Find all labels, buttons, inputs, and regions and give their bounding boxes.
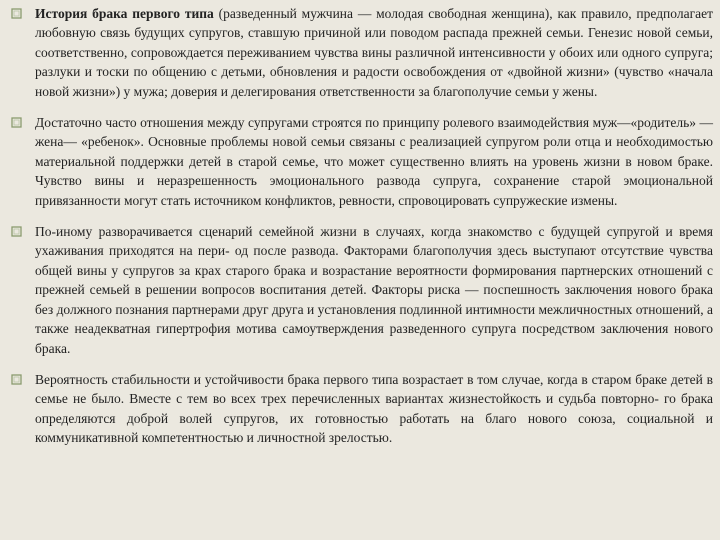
- item-text: Достаточно часто отношения между супругами строятся по принципу ролевого взаимодействия муж—«родитель» — жена— «ребенок». Основные проблемы новой семьи связаны с реализацией супругом роли отца и необходимостью материальной поддержки детей в старой семье, что может существенно влиять на уровень жизни в новом браке. Чувство вины и неразрешенность эмоционального развода супруга, сохранение старой эмоциональной привязанности могут стать источником конфликтов, ревности, спровоцировать супружеские измены.: [35, 115, 713, 208]
- list-item: [8, 370, 713, 448]
- item-lead: История брака первого типа: [35, 6, 214, 21]
- bullet-list: [8, 4, 713, 460]
- list-item: [8, 4, 713, 101]
- list-item: [8, 113, 713, 210]
- item-text: (разведенный мужчина — молодая свободная женщина), как правило, предполагает любовную связь будущих супругов, ставшую причиной или поводом распада прежней семьи. Генезис новой семьи, соответственно, сопровождается переживанием чувства вины различной интенсивности у обоих или одного супруга; разлуки и тоски по общению с детьми, обновления и радости освобождения от «двойной жизни» (чувство «начала новой жизни») у мужа; доверия и делегирования ответственности за благополучие семьи у жены.: [35, 6, 714, 99]
- hollow-square-icon: [11, 117, 22, 128]
- item-text: По-иному разворачивается сценарий семейной жизни в случаях, когда знакомство с будущей супругой и время ухаживания приходятся на пери- од после развода. Факторами благополучия здесь выступают отсутствие чувства общей вины у супругов за крах старого брака и возрастание вероятности формирования партнерских отношений с прежней семьей в решении вопросов воспитания детей. Факторы риска — поспешность заключения нового брака без должного познания партнерами друг друга и установления подлинной интимности межличностных отношений, а также неадекватная гипертрофия мотива самоутверждения разведенного супруга посредством заключения нового брака.: [35, 224, 713, 356]
- list-item: [8, 222, 713, 358]
- hollow-square-icon: [11, 8, 22, 19]
- hollow-square-icon: [11, 374, 22, 385]
- hollow-square-icon: [11, 226, 22, 237]
- item-text: Вероятность стабильности и устойчивости брака первого типа возрастает в том случае, когда в старом браке детей в семье не было. Вместе с тем во всех трех перечисленных вариантах жизнестойкость и судьба повторно- го брака определяются доброй волей супругов, их готовностью работать на благо нового союза, социальной и коммуникативной компетентностью и личностной зрелостью.: [35, 371, 713, 446]
